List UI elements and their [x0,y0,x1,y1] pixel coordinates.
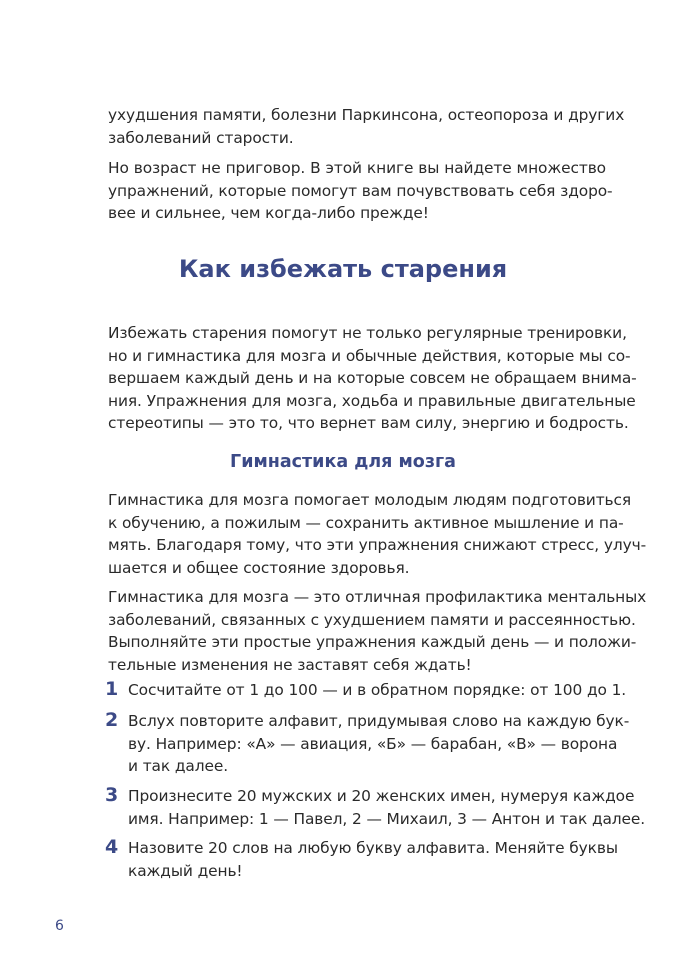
exercise-number-1: 1 [105,678,119,700]
text-line: Гимнастика для мозга помогает молодым людям подготовиться [108,491,632,509]
text-line: и так далее. [128,757,229,776]
text-line: заболеваний старости. [108,128,294,147]
text-line: Но возраст не приговор. В этой книге вы найдете множество [108,159,606,177]
text-line: Гимнастика для мозга — это отличная профилактика ментальных [108,588,647,606]
subsection-title: Гимнастика для мозга [230,452,456,472]
text-line: упражнений, которые помогут вам почувствовать себя здоро- [108,181,613,200]
text-line: Произнесите 20 мужских и 20 женских имен, нумеруя каждое [128,787,635,805]
text-line: ния. Упражнения для мозга, ходьба и правильные двигательные [108,391,636,410]
text-line: стереотипы — это то, что вернет вам силу, энергию и бодрость. [108,414,629,433]
exercise-number-3: 3 [105,784,119,806]
exercise-item-2 [128,710,630,778]
exercise-number-2: 2 [105,709,119,731]
text-line: шается и общее состояние здоровья. [108,558,410,577]
text-line: тельные изменения не заставят себя ждать! [108,655,472,674]
text-line: к обучению, а пожилым — сохранить активное мышление и па- [108,513,624,532]
exercise-item-1 [128,679,627,702]
text-line: имя. Например: 1 — Павел, 2 — Михаил, 3 — Антон и так далее. [128,809,646,828]
text-line: ухудшения памяти, болезни Паркинсона, остеопороза и других [108,106,625,124]
exercise-item-3 [128,785,646,830]
exercise-item-4 [128,837,618,882]
intro-paragraph-2 [108,157,613,225]
section-paragraph [108,322,637,435]
subsection-paragraph-2 [108,586,647,676]
text-line: Сосчитайте от 1 до 100 — и в обратном порядке: от 100 до 1. [128,681,627,699]
text-line: Выполняйте эти простые упражнения каждый день — и положи- [108,633,637,652]
text-line: вершаем каждый день и на которые совсем не обращаем внима- [108,369,637,388]
text-line: Избежать старения помогут не только регулярные тренировки, [108,324,627,342]
subsection-paragraph-1 [108,489,647,579]
page-number: 6 [55,918,64,934]
text-line: заболеваний, связанных с ухудшением памяти и рассеянностью. [108,610,636,629]
intro-paragraph-1 [108,104,625,149]
text-line: каждый день! [128,861,243,880]
exercise-number-4: 4 [105,836,119,858]
section-title: Как избежать старения [178,255,508,283]
text-line: ву. Например: «А» — авиация, «Б» — барабан, «В» — ворона [128,734,618,753]
text-line: Назовите 20 слов на любую букву алфавита. Меняйте буквы [128,839,618,857]
text-line: вее и сильнее, чем когда-либо прежде! [108,204,429,223]
text-line: но и гимнастика для мозга и обычные действия, которые мы со- [108,346,631,365]
text-line: мять. Благодаря тому, что эти упражнения снижают стресс, улуч- [108,536,647,555]
text-line: Вслух повторите алфавит, придумывая слово на каждую бук- [128,712,630,730]
